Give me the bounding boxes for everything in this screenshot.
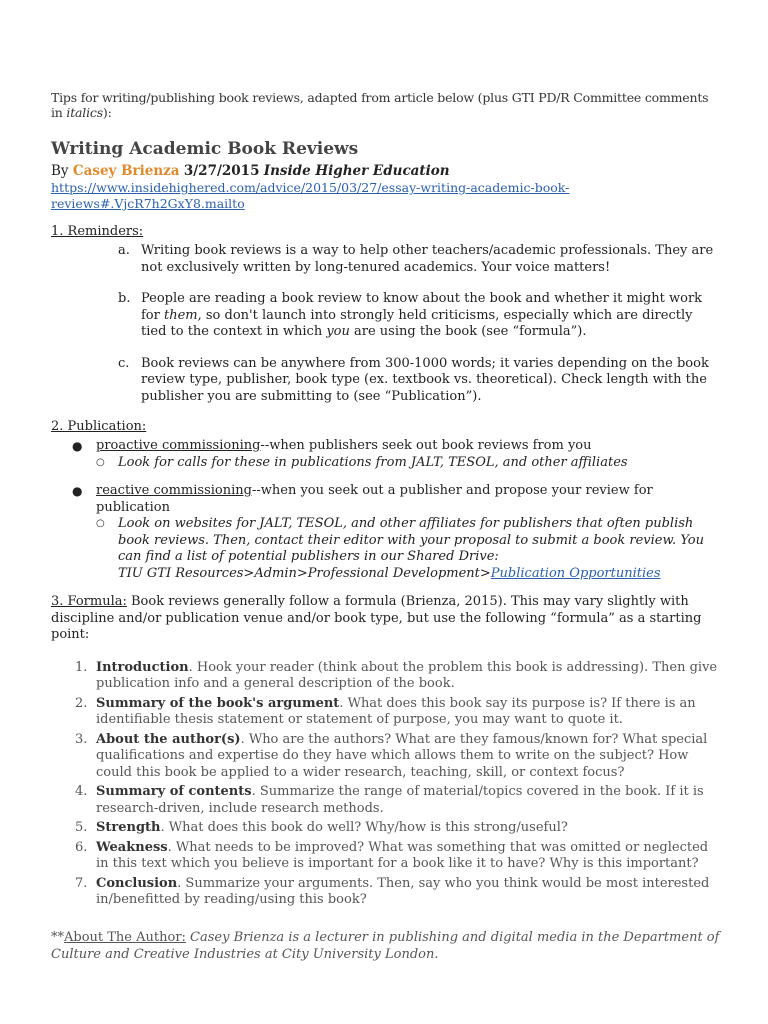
formula-step-text: . What needs to be improved? What was something that was omitted or neglected in this text which you believe is important for a book like it to have? Why is this important? [96,839,709,871]
formula-step-title: Weakness [96,839,168,855]
list-item [51,784,721,817]
list-item [51,483,721,582]
section-formula-heading: 3. Formula: [51,594,127,609]
byline [51,163,721,212]
emphasis-text: them [164,307,198,323]
term-label: reactive commissioning [96,483,252,498]
formula-intro [51,594,721,644]
footnote-stars: ** [51,929,64,945]
list-marker: 3. [75,731,88,747]
list-item [51,291,721,341]
list-item [51,840,721,873]
list-item [51,660,721,693]
list-item-text: , so don't launch into strongly held criticisms, especially which are directly tied to the context in which [141,307,693,339]
list-item-text: are using the book (see “formula”). [349,324,587,339]
publish-date: 3/27/2015 [183,163,260,179]
formula-step-text: . Summarize your arguments. Then, say who you think would be most interested in/benefitted by reading/using this book? [96,875,710,907]
circle-bullet-icon: ○ [96,456,105,468]
formula-step-title: Introduction [96,659,189,675]
list-marker: 2. [75,695,88,711]
formula-step-text: . What does this book say its purpose is? If there is an identifiable thesis statement or statement of purpose, you may want to quote it. [96,695,696,727]
bullet-icon: ● [72,484,83,498]
formula-step-title: Strength [96,820,161,835]
publication-opportunities-link[interactable]: Publication Opportunities [490,565,661,581]
sub-list-item [96,516,721,582]
formula-intro-text: Book reviews generally follow a formula (Brienza, 2015). This may vary slightly with discipline and/or publication venue and/or book type, but use the following “formula” as a starting point: [51,594,702,642]
list-marker: 7. [75,875,88,891]
intro-end: ): [102,105,112,120]
about-author-text: Casey Brienza is a lecturer in publishing and digital media in the Department of Culture and Creative Industries at City University London. [51,929,720,962]
formula-step-text: . Hook your reader (think about the problem this book is addressing). Then give publication info and a general description of the book. [96,659,718,691]
intro-line [51,90,721,120]
formula-list [51,660,721,909]
list-item [51,732,721,782]
formula-step-text: . What does this book do well? Why/how is this strong/useful? [160,820,568,835]
intro-italic: italics [66,105,103,120]
publication-name: Inside Higher Education [263,163,450,179]
emphasis-text: you [326,324,350,339]
list-marker: 5. [75,820,88,835]
list-item-text: Book reviews can be anywhere from 300-1000 words; it varies depending on the book review type, publisher, book type (ex. textbook vs. theoretical). Check length with the publisher you are submitting to (see “Publication”). [141,355,709,404]
bullet-icon: ● [72,439,83,453]
list-item [51,356,721,406]
list-marker: c. [118,355,130,371]
list-item-text: Writing book reviews is a way to help other teachers/academic professionals. They are not exclusively written by long-tenured academics. Your voice matters! [141,243,714,275]
about-author [51,929,721,963]
by-label: By [51,163,69,179]
list-marker: 1. [75,659,88,675]
publication-list [51,438,721,582]
document-page [51,90,721,963]
list-item-text: People are reading a book review to know about the book and whether it might work for [141,291,703,323]
circle-bullet-icon: ○ [96,518,105,529]
list-item [51,243,721,276]
sub-item-text: Look for calls for these in publications from JALT, TESOL, and other affiliates [118,454,628,470]
intro-text: Tips for writing/publishing book reviews, adapted from article below (plus GTI PD/R Committee comments in [51,90,709,120]
sub-item-text: Look on websites for JALT, TESOL, and other affiliates for publishers that often publish book reviews. Then, contact their editor with your proposal to submit a book review. You can find a list of potential publishers in our Shared Drive: [118,516,704,564]
section-reminders-heading: 1. Reminders: [51,224,144,239]
article-url-link[interactable]: https://www.insidehighered.com/advice/2015/03/27/essay-writing-academic-book-reviews#.VjcR7h2GxY8.mailto [51,180,570,211]
section-publication-heading: 2. Publication: [51,419,147,434]
list-marker: b. [118,291,131,306]
list-marker: a. [118,243,130,258]
formula-step-text: . Who are the authors? What are they famous/known for? What special qualifications and expertise do they have which allows them to write on the subject? How could this book be applied to a wider research, teaching, skill, or context focus? [96,731,708,780]
list-item [51,696,721,729]
term-label: proactive commissioning [96,438,261,453]
list-item [51,876,721,909]
reminders-list [51,243,721,405]
list-item-text: --when publishers seek out book reviews from you [260,438,592,453]
about-author-label: About The Author: [64,929,186,945]
formula-step-title: Summary of contents [96,784,252,799]
sub-list [96,455,721,472]
list-marker: 4. [75,784,88,799]
list-marker: 6. [75,839,88,855]
formula-step-text: . Summarize the range of material/topics covered in the book. If it is research-driven, include research methods. [96,784,704,816]
list-item-text: --when you seek out a publisher and propose your review for publication [96,483,653,515]
list-item [51,820,721,837]
drive-path-text: TIU GTI Resources>Admin>Professional Development> [118,565,491,581]
formula-step-title: Conclusion [96,875,178,891]
list-item [51,438,721,471]
formula-step-title: Summary of the book's argument [96,695,340,711]
article-title: Writing Academic Book Reviews [51,139,359,159]
formula-step-title: About the author(s) [96,731,241,747]
sub-list-item [96,455,721,472]
sub-list [96,516,721,582]
author-name[interactable]: Casey Brienza [72,163,180,179]
